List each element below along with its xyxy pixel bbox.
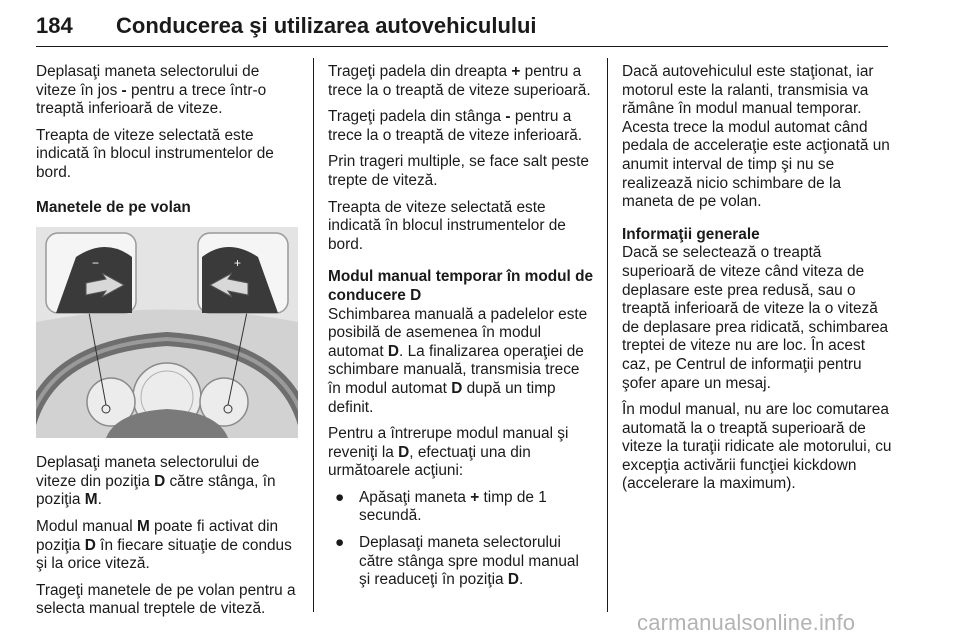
list-item: ● Deplasaţi maneta selectorului către stânga spre modul manual şi readuceţi în poziţia D. — [335, 534, 579, 589]
section-heading: Manetele de pe volan — [36, 198, 191, 216]
page-number: 184 — [36, 13, 73, 38]
paragraph: Trageţi manetele de pe volan pentru a selecta manual treptele de viteză. — [36, 581, 296, 618]
paragraph: Deplasaţi maneta selectorului de viteze din poziţia D către stânga, în poziţia M. — [36, 454, 276, 509]
paragraph: În modul manual, nu are loc comutarea automată la o treaptă superioară de viteze la turaţii ridicate ale motorului, cu excepţia activării funcţiei kickdown (accelerare la maximum). — [622, 401, 892, 493]
plus-label: + — [234, 256, 242, 271]
column-divider-1 — [313, 58, 314, 612]
bullet-icon: ● — [335, 488, 345, 506]
watermark: carmanualsonline.info — [637, 610, 856, 635]
steering-paddles-figure — [36, 227, 298, 438]
subsection-heading: Informaţii generale — [622, 225, 760, 243]
bullet-list — [328, 489, 594, 590]
list-item: ● Apăsaţi maneta + timp de 1 secundă. — [335, 488, 547, 525]
paragraph: Prin trageri multiple, se face salt peste trepte de viteză. — [328, 153, 589, 189]
paragraph: Schimbarea manuală a padelelor este posibilă de asemenea în modul automat D. La finalizarea operaţiei de schimbare manuală, transmisia trece în modul automat D după un timp definit. — [328, 305, 588, 416]
paragraph: Treapta de viteze selectată este indicată în blocul instrumentelor de bord. — [328, 198, 566, 253]
paragraph: Dacă se selectează o treaptă superioară de viteze când viteza de deplasare este prea redusă, sau o treaptă inferioară de viteze la o viteză de deplasare prea ridicată, schimbarea treptei de viteze nu are loc. În acest caz, pe Centrul de informaţii pentru şofer apare un mesaj. — [622, 244, 889, 392]
page-title: Conducerea şi utilizarea autovehiculului — [116, 13, 537, 38]
paragraph: Deplasaţi maneta selectorului de viteze în jos - pentru a trece într-o treaptă inferioară de viteze. — [36, 63, 267, 118]
column-1 — [36, 63, 300, 627]
column-2 — [328, 63, 594, 598]
minus-label: − — [92, 256, 100, 271]
column-3 — [622, 63, 892, 502]
paragraph: Treapta de viteze selectată este indicată în blocul instrumentelor de bord. — [36, 126, 274, 181]
column-divider-2 — [607, 58, 608, 612]
steering-wheel-illustration — [36, 227, 298, 438]
paragraph: Dacă autovehiculul este staţionat, iar motorul este la ralanti, transmisia va rămâne în modul manual temporar. Acesta trece la modul automat când pedala de acceleraţie este acţionată un anumit interval de timp şi nu se realizează nicio schimbare de la maneta de pe volan. — [622, 63, 890, 211]
paragraph: Modul manual M poate fi activat din poziţia D în fiecare situaţie de condus şi la orice viteză. — [36, 517, 292, 573]
subsection-heading: Modul manual temporar în modul de conducere D — [328, 268, 594, 304]
paragraph: Pentru a întrerupe modul manual şi reveniţi la D, efectuaţi una din următoarele acţiuni: — [328, 425, 569, 480]
paragraph: Trageţi padela din dreapta + pentru a trece la o treaptă de viteze superioară. — [328, 63, 591, 99]
paragraph: Trageţi padela din stânga - pentru a trece la o treaptă de viteze inferioară. — [328, 108, 583, 144]
page-header — [36, 6, 888, 47]
bullet-icon: ● — [335, 534, 345, 552]
